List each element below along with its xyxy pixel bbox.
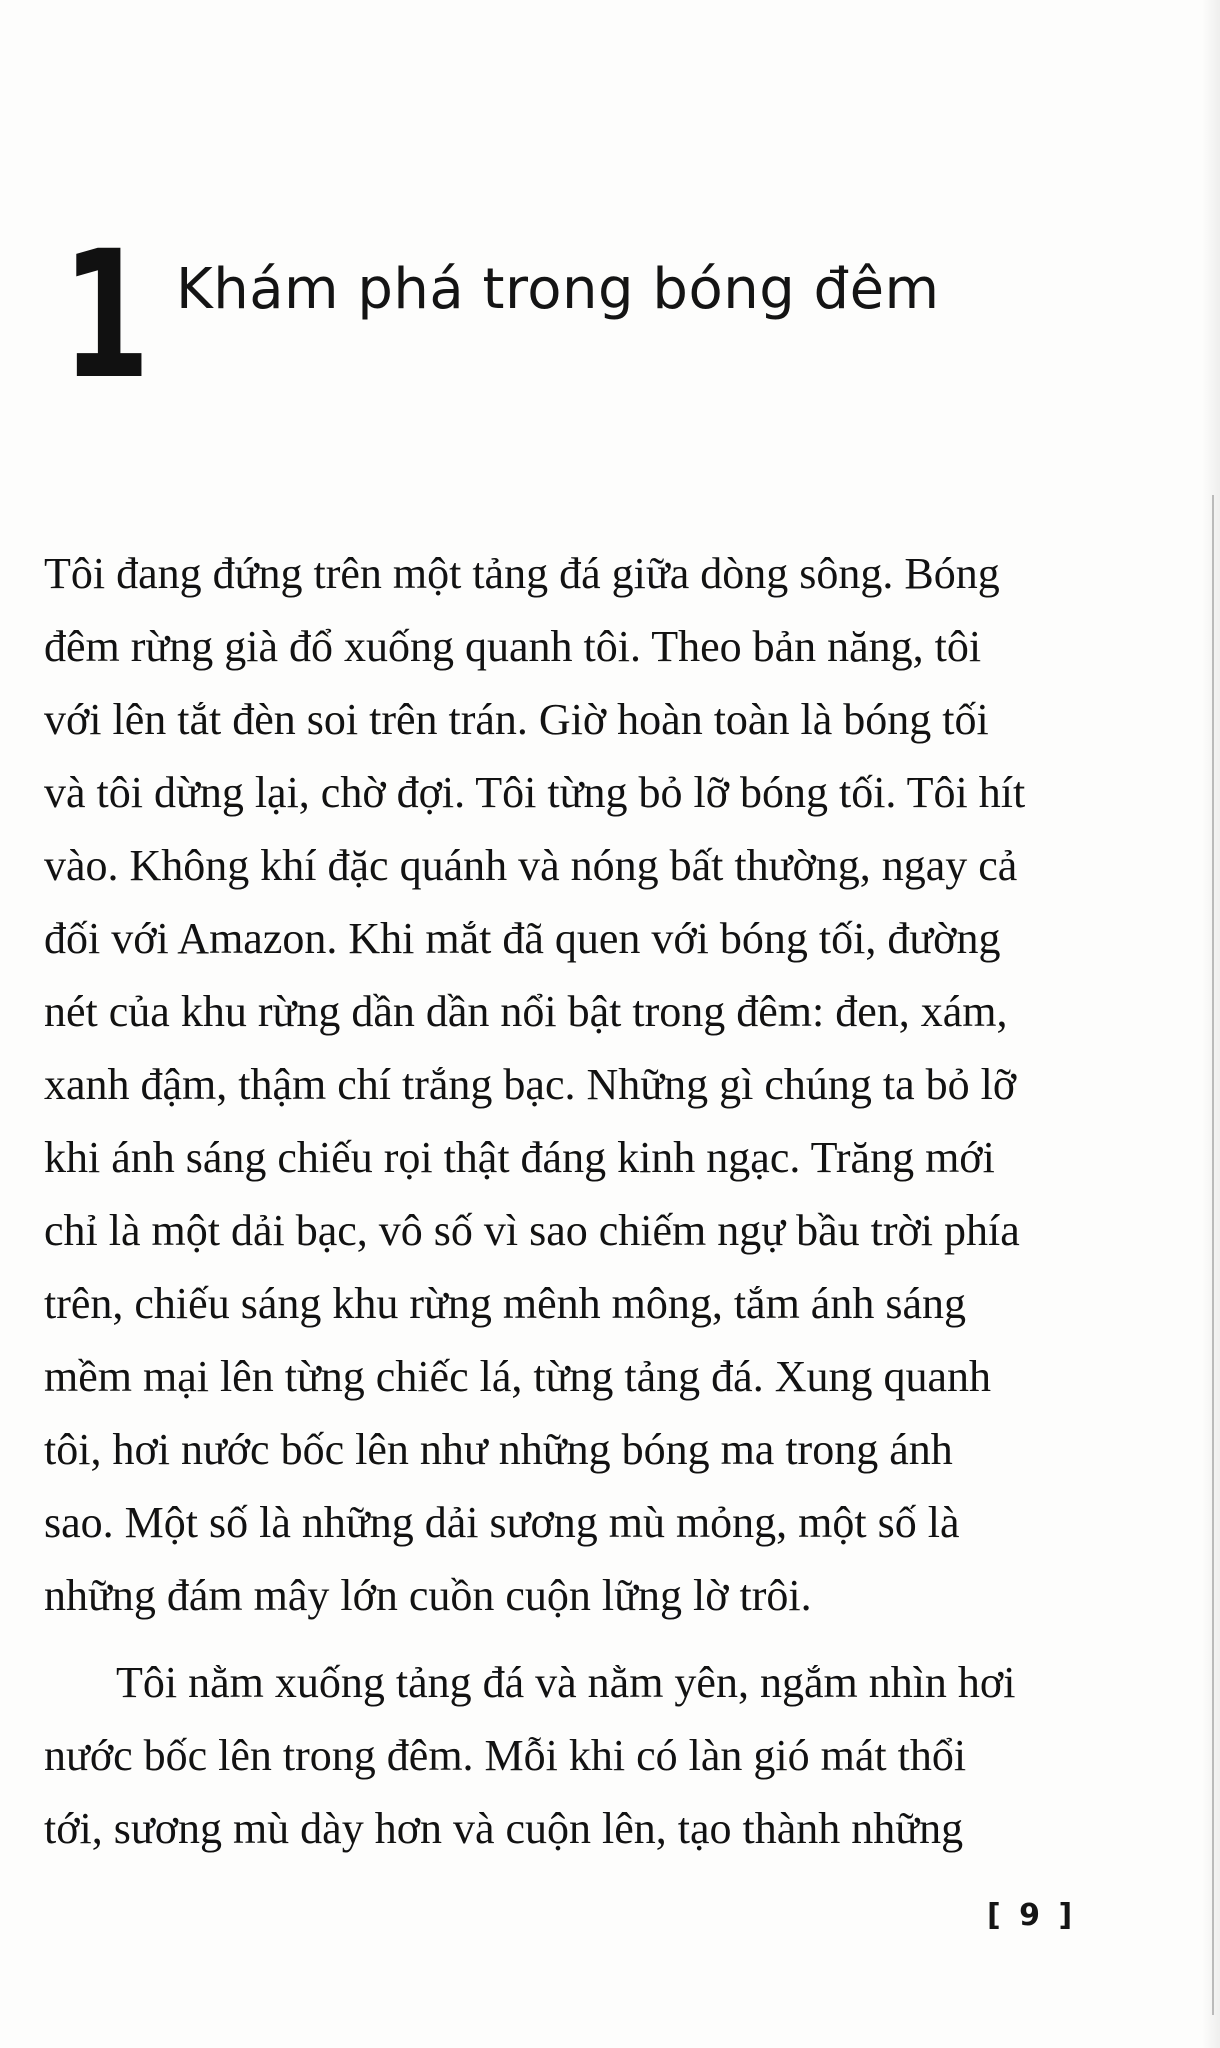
- page-edge-line: [1212, 495, 1214, 2015]
- text-line: và tôi dừng lại, chờ đợi. Tôi từng bỏ lỡ bóng tối. Tôi hít: [44, 768, 1026, 817]
- text-line: sao. Một số là những dải sương mù mỏng, một số là: [44, 1498, 960, 1547]
- chapter-number: 1: [62, 213, 146, 418]
- body-text: [44, 537, 1044, 1865]
- text-line: mềm mại lên từng chiếc lá, từng tảng đá. Xung quanh: [44, 1352, 992, 1401]
- paragraph-1: [44, 537, 1044, 1632]
- text-line: nét của khu rừng dần dần nổi bật trong đêm: đen, xám,: [44, 987, 1008, 1036]
- paragraph-spacer: [44, 1632, 1044, 1646]
- page-edge-shadow: [1202, 0, 1220, 2048]
- text-line: với lên tắt đèn soi trên trán. Giờ hoàn toàn là bóng tối: [44, 695, 989, 744]
- chapter-title: Khám phá trong bóng đêm: [176, 257, 940, 322]
- text-line: vào. Không khí đặc quánh và nóng bất thường, ngay cả: [44, 841, 1018, 890]
- paragraph-2: [44, 1646, 1044, 1865]
- text-line: nước bốc lên trong đêm. Mỗi khi có làn gió mát thổi: [44, 1731, 967, 1780]
- text-line: chỉ là một dải bạc, vô số vì sao chiếm ngự bầu trời phía: [44, 1206, 1020, 1255]
- text-line: những đám mây lớn cuồn cuộn lững lờ trôi.: [44, 1571, 812, 1620]
- text-line: Tôi nằm xuống tảng đá và nằm yên, ngắm nhìn hơi: [116, 1658, 1016, 1707]
- text-line: xanh đậm, thậm chí trắng bạc. Những gì chúng ta bỏ lỡ: [44, 1060, 1017, 1109]
- text-line: tới, sương mù dày hơn và cuộn lên, tạo thành những: [44, 1804, 964, 1853]
- text-line: đêm rừng già đổ xuống quanh tôi. Theo bản năng, tôi: [44, 622, 982, 671]
- text-line: đối với Amazon. Khi mắt đã quen với bóng tối, đường: [44, 914, 1001, 963]
- text-line: khi ánh sáng chiếu rọi thật đáng kinh ngạc. Trăng mới: [44, 1133, 995, 1182]
- page-number: [ 9 ]: [987, 1898, 1077, 1933]
- text-line: Tôi đang đứng trên một tảng đá giữa dòng sông. Bóng: [44, 549, 1000, 598]
- text-line: trên, chiếu sáng khu rừng mênh mông, tắm ánh sáng: [44, 1279, 966, 1328]
- text-line: tôi, hơi nước bốc lên như những bóng ma trong ánh: [44, 1425, 953, 1474]
